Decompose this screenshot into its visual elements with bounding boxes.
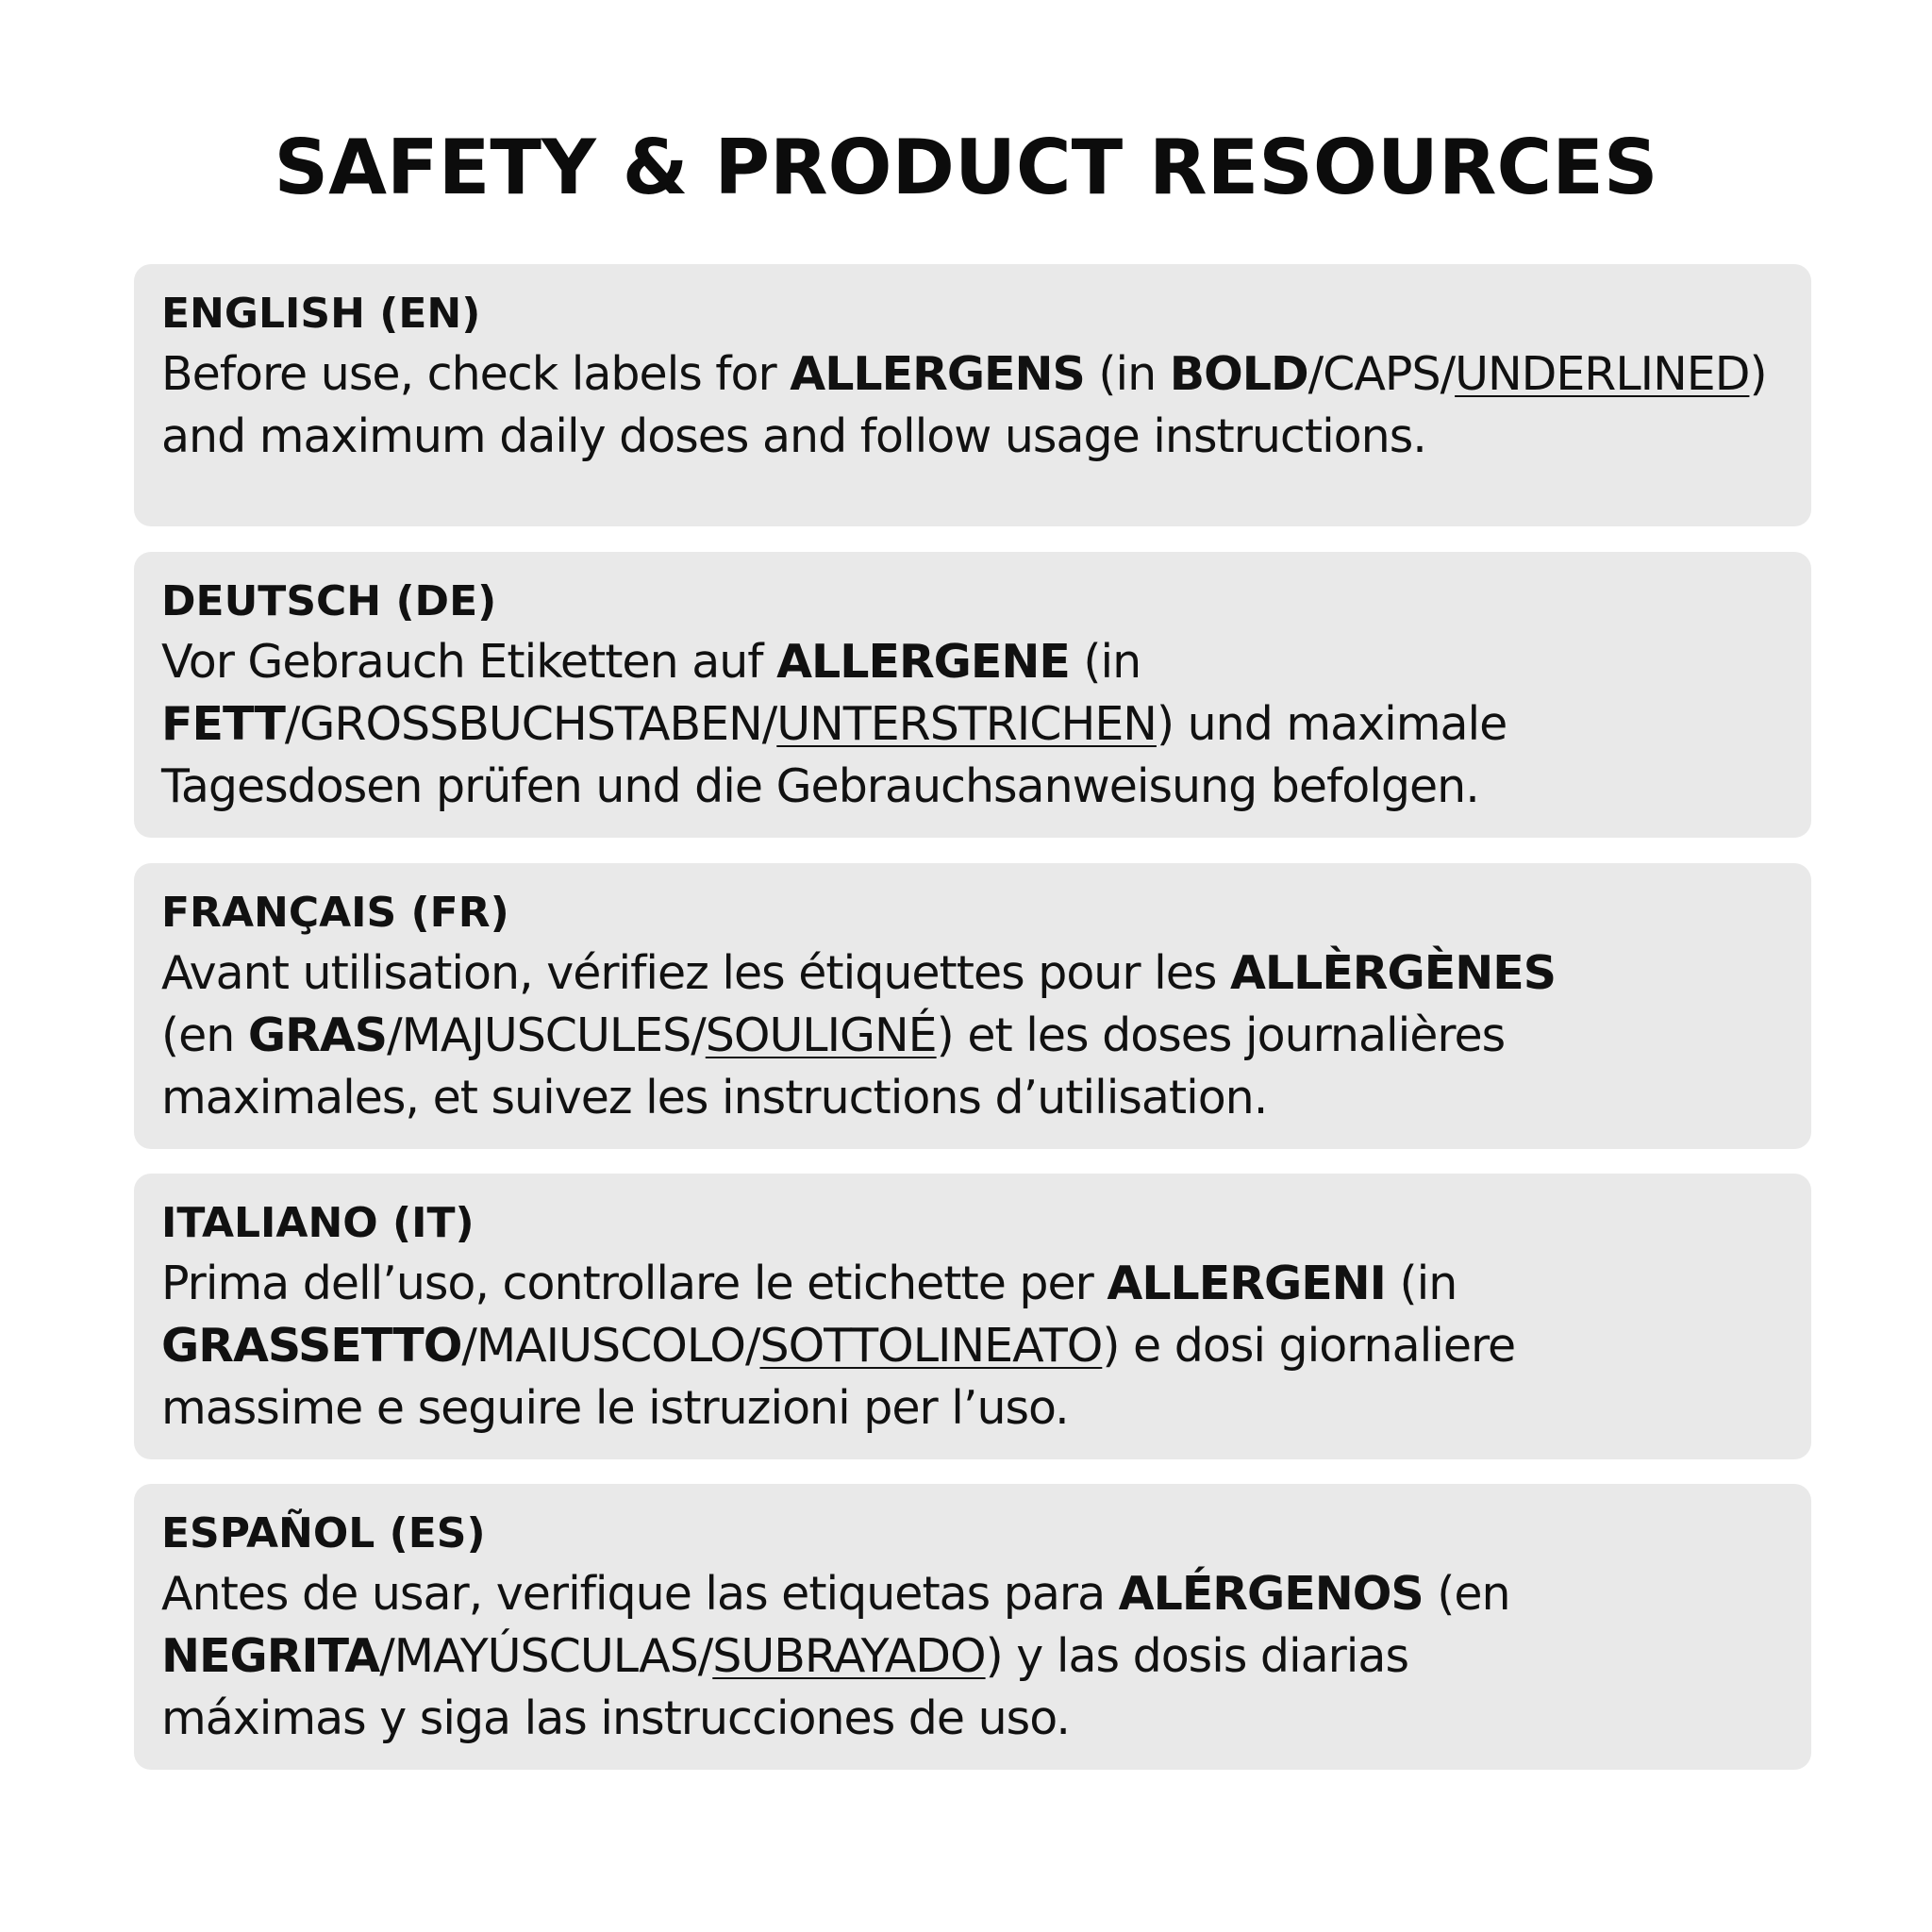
caps-term: /MAIUSCOLO/ (461, 1319, 760, 1373)
allergen-term: ALLERGENS (790, 347, 1085, 401)
caps-term: /MAJUSCULES/ (387, 1008, 706, 1062)
allergen-term: ALLERGENE (776, 635, 1070, 689)
text-segment: Prima dell’uso, controllare le etichette per (161, 1257, 1108, 1310)
text-segment: Tagesdosen prüfen und die Gebrauchsanweisung befolgen. (161, 759, 1479, 813)
language-heading: DEUTSCH (DE) (161, 577, 497, 625)
caps-term: /GROSSBUCHSTABEN/ (284, 697, 777, 751)
allergen-term: ALLÈRGÈNES (1229, 946, 1556, 1000)
text-segment: and maximum daily doses and follow usage instructions. (161, 409, 1426, 463)
text-segment: ) (1749, 347, 1767, 401)
safety-text (161, 1563, 1789, 1750)
text-segment: (in (1385, 1257, 1457, 1310)
underlined-term: SOTTOLINEATO (759, 1319, 1103, 1373)
language-heading: ITALIANO (IT) (161, 1199, 475, 1247)
bold-term: FETT (161, 697, 285, 751)
page-title: SAFETY & PRODUCT RESOURCES (274, 124, 1658, 211)
text-segment: (en (1423, 1567, 1510, 1621)
bold-term: GRAS (247, 1008, 388, 1062)
text-segment: ) e dosi giornaliere (1102, 1319, 1516, 1373)
safety-text (161, 1253, 1789, 1440)
text-segment: ) und maximale (1156, 697, 1507, 751)
underlined-term: SOULIGNÉ (705, 1008, 937, 1062)
section-espanol (134, 1484, 1811, 1770)
text-segment: Avant utilisation, vérifiez les étiquettes pour les (161, 946, 1230, 1000)
bold-term: BOLD (1169, 347, 1308, 401)
text-segment: maximales, et suivez les instructions d’utilisation. (161, 1071, 1268, 1124)
section-deutsch (134, 552, 1811, 838)
allergen-term: ALLERGENI (1107, 1257, 1386, 1310)
text-segment: Antes de usar, verifique las etiquetas para (161, 1567, 1119, 1621)
text-segment: máximas y siga las instrucciones de uso. (161, 1691, 1070, 1745)
safety-text (161, 631, 1789, 818)
text-segment: (in (1069, 635, 1141, 689)
underlined-term: UNTERSTRICHEN (776, 697, 1157, 751)
text-segment: (in (1084, 347, 1170, 401)
text-segment: (en (161, 1008, 248, 1062)
text-segment: Vor Gebrauch Etiketten auf (161, 635, 777, 689)
underlined-term: UNDERLINED (1455, 347, 1750, 401)
bold-term: GRASSETTO (161, 1319, 462, 1373)
text-segment: ) et les doses journalières (936, 1008, 1506, 1062)
allergen-term: ALÉRGENOS (1118, 1567, 1424, 1621)
section-francais (134, 863, 1811, 1149)
bold-term: NEGRITA (161, 1629, 380, 1683)
text-segment: Before use, check labels for (161, 347, 791, 401)
language-heading: FRANÇAIS (FR) (161, 889, 509, 937)
caps-term: /MAYÚSCULAS/ (379, 1629, 713, 1683)
safety-text (161, 942, 1789, 1129)
caps-term: /CAPS/ (1307, 347, 1456, 401)
safety-text (161, 343, 1789, 468)
language-heading: ENGLISH (EN) (161, 290, 481, 338)
section-english (134, 264, 1811, 526)
section-italiano (134, 1174, 1811, 1459)
underlined-term: SUBRAYADO (712, 1629, 986, 1683)
language-heading: ESPAÑOL (ES) (161, 1509, 486, 1557)
text-segment: ) y las dosis diarias (985, 1629, 1408, 1683)
text-segment: massime e seguire le istruzioni per l’uso. (161, 1381, 1069, 1435)
